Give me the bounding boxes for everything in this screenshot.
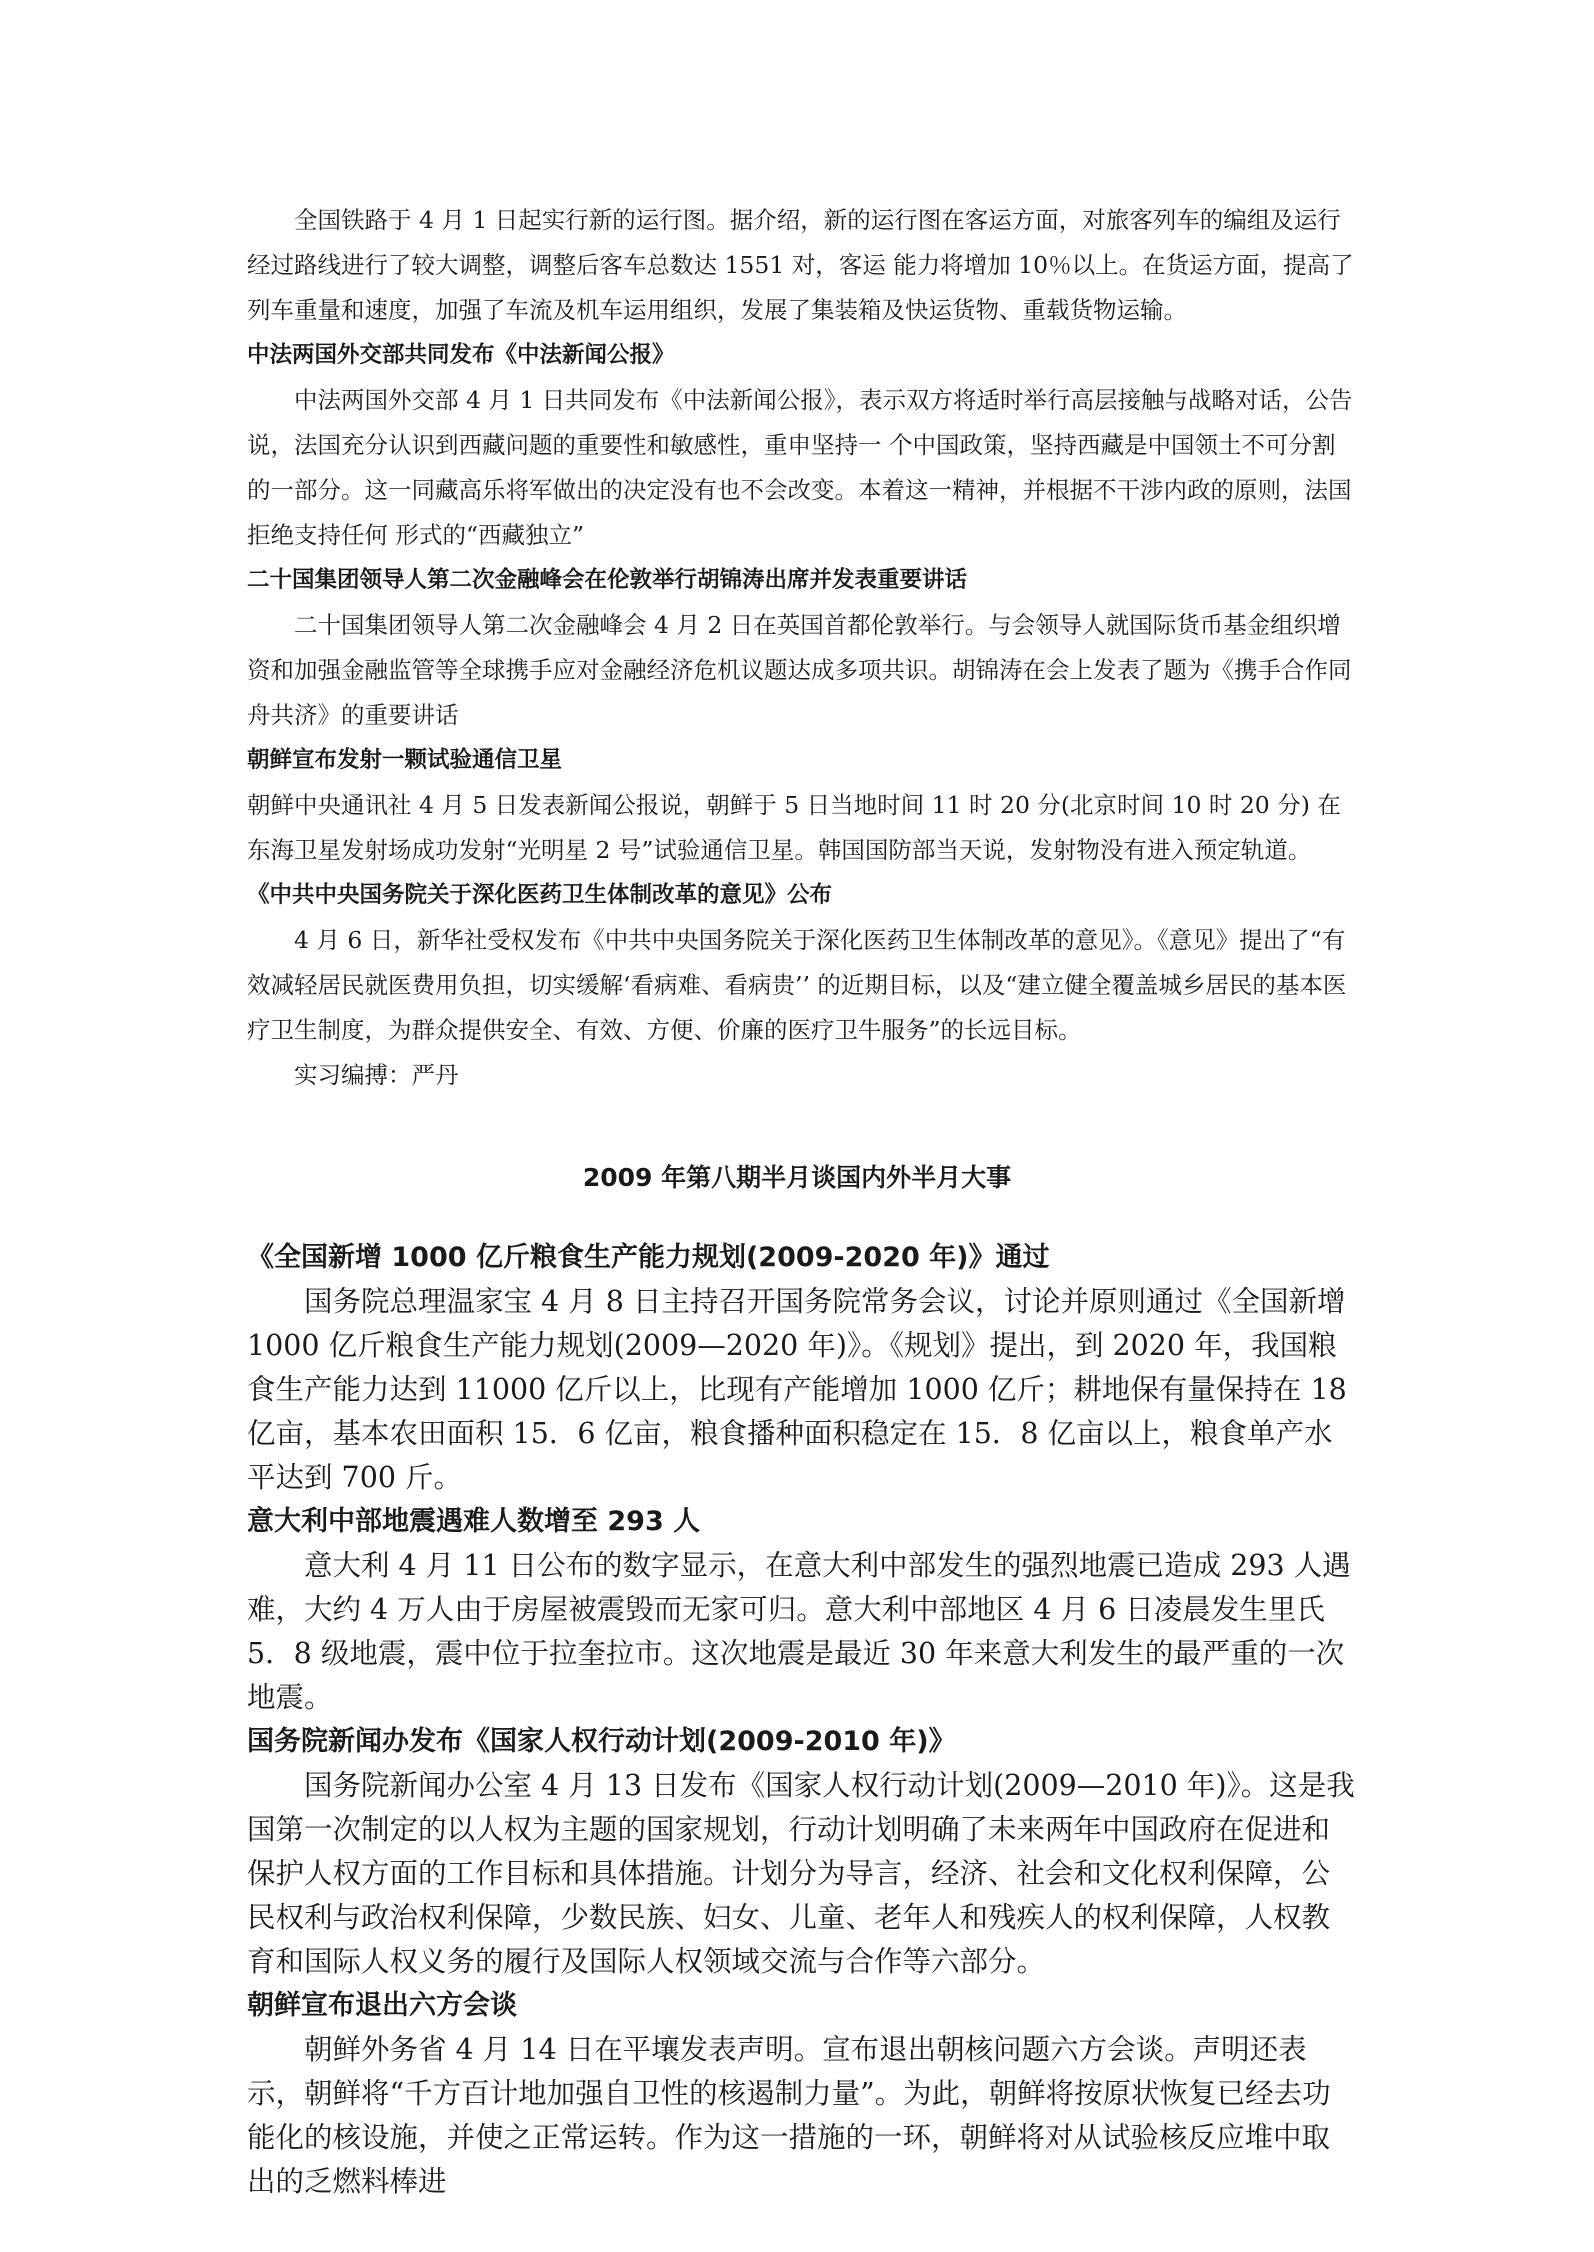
news-heading: 朝鲜宣布发射一颗试验通信卫星: [247, 747, 563, 773]
news-body: 朝鲜外务省 4 月 14 日在平壤发表声明。宣布退出朝核问题六方会谈。声明还表示，朝鲜将“千方百计地加强自卫性的核遏制力量”。为此，朝鲜将按原状恢复已经去功能化的核设施，并使之正常运转。作为这一措施的一环，朝鲜将对从试验核反应堆中取出的乏燃料棒进: [247, 2033, 1331, 2198]
news-body: 意大利 4 月 11 日公布的数字显示，在意大利中部发生的强烈地震已造成 293 人遇难，大约 4 万人由于房屋被震毁而无家可归。意大利中部地区 4 月 6 日凌晨发生里氏 5．8 级地震，震中位于拉奎拉市。这次地震是最近 30 年来意大利发生的最严重的一次地震。: [247, 1549, 1351, 1714]
section-1: [247, 198, 1357, 1098]
news-heading: 二十国集团领导人第二次金融峰会在伦敦举行胡锦涛出席并发表重要讲话: [247, 567, 968, 593]
news-body: 二十国集团领导人第二次金融峰会 4 月 2 日在英国首都伦敦举行。与会领导人就国际货币基金组织增资和加强金融监管等全球携手应对金融经济危机议题达成多项共识。胡锦涛在会上发表了题为《携手合作同舟共济》的重要讲话: [247, 611, 1352, 729]
news-body: 朝鲜中央通讯社 4 月 5 日发表新闻公报说，朝鲜于 5 日当地时间 11 时 20 分(北京时间 10 时 20 分) 在东海卫星发射场成功发射“光明星 2 号”试验通信卫星。韩国国防部当天说，发射物没有进入预定轨道。: [247, 791, 1341, 864]
editor-credit: 实习编搏：严丹: [294, 1061, 459, 1089]
news-heading: 中法两国外交部共同发布《中法新闻公报》: [247, 342, 675, 368]
news-heading: 《全国新增 1000 亿斤粮食生产能力规划(2009-2020 年)》通过: [247, 1242, 1050, 1273]
news-heading: 国务院新闻办发布《国家人权行动计划(2009-2010 年)》: [247, 1726, 956, 1757]
section-2-title: 2009 年第八期半月谈国内外半月大事: [582, 1163, 1012, 1192]
news-heading: 《中共中央国务院关于深化医药卫生体制改革的意见》公布: [247, 882, 833, 908]
news-heading: 意大利中部地震遇难人数增至 293 人: [247, 1506, 701, 1537]
news-body: 中法两国外交部 4 月 1 日共同发布《中法新闻公报》，表示双方将适时举行高层接触与战略对话，公告说，法国充分认识到西藏问题的重要性和敏感性，重申坚持一 个中国政策，坚持西藏是中国领土不可分割的一部分。这一同藏高乐将军做出的决定没有也不会改变。本着这一精神，并根据不干涉内政的原则，法国拒绝支持任何 形式的“西藏独立”: [247, 386, 1353, 549]
news-body: 4 月 6 日，新华社受权发布《中共中央国务院关于深化医药卫生体制改革的意见》。《意见》提出了“有效减轻居民就医费用负担，切实缓解‘看病难、看病贵’’ 的近期目标，以及“建立健全覆盖城乡居民的基本医疗卫生制度，为群众提供安全、有效、方便、价廉的医疗卫牛服务”的长远目标。: [247, 926, 1347, 1044]
section-2: [247, 1236, 1357, 2204]
news-body: 国务院总理温家宝 4 月 8 日主持召开国务院常务会议，讨论并原则通过《全国新增 1000 亿斤粮食生产能力规划(2009—2020 年)》。《规划》提出，到 2020 年，我国粮食生产能力达到 11000 亿斤以上，比现有产能增加 1000 亿斤；耕地保有量保持在 18 亿亩，基本农田面积 15．6 亿亩，粮食播种面积稳定在 15．8 亿亩以上，粮食单产水平达到 700 斤。: [247, 1285, 1347, 1494]
intro-paragraph: 全国铁路于 4 月 1 日起实行新的运行图。据介绍，新的运行图在客运方面，对旅客列车的编组及运行经过路线进行了较大调整，调整后客车总数达 1551 对，客运 能力将增加 10％以上。在货运方面，提高了列车重量和速度，加强了车流及机车运用组织，发展了集装箱及快运货物、重载货物运输。: [247, 206, 1354, 324]
news-heading: 朝鲜宣布退出六方会谈: [247, 1990, 517, 2021]
news-body: 国务院新闻办公室 4 月 13 日发布《国家人权行动计划(2009—2010 年)》。这是我国第一次制定的以人权为主题的国家规划，行动计划明确了未来两年中国政府在促进和保护人权方面的工作目标和具体措施。计划分为导言，经济、社会和文化权利保障，公民权利与政治权利保障，少数民族、妇女、儿童、老年人和残疾人的权利保障，人权教育和国际人权义务的履行及国际人权领域交流与合作等六部分。: [247, 1769, 1355, 1978]
